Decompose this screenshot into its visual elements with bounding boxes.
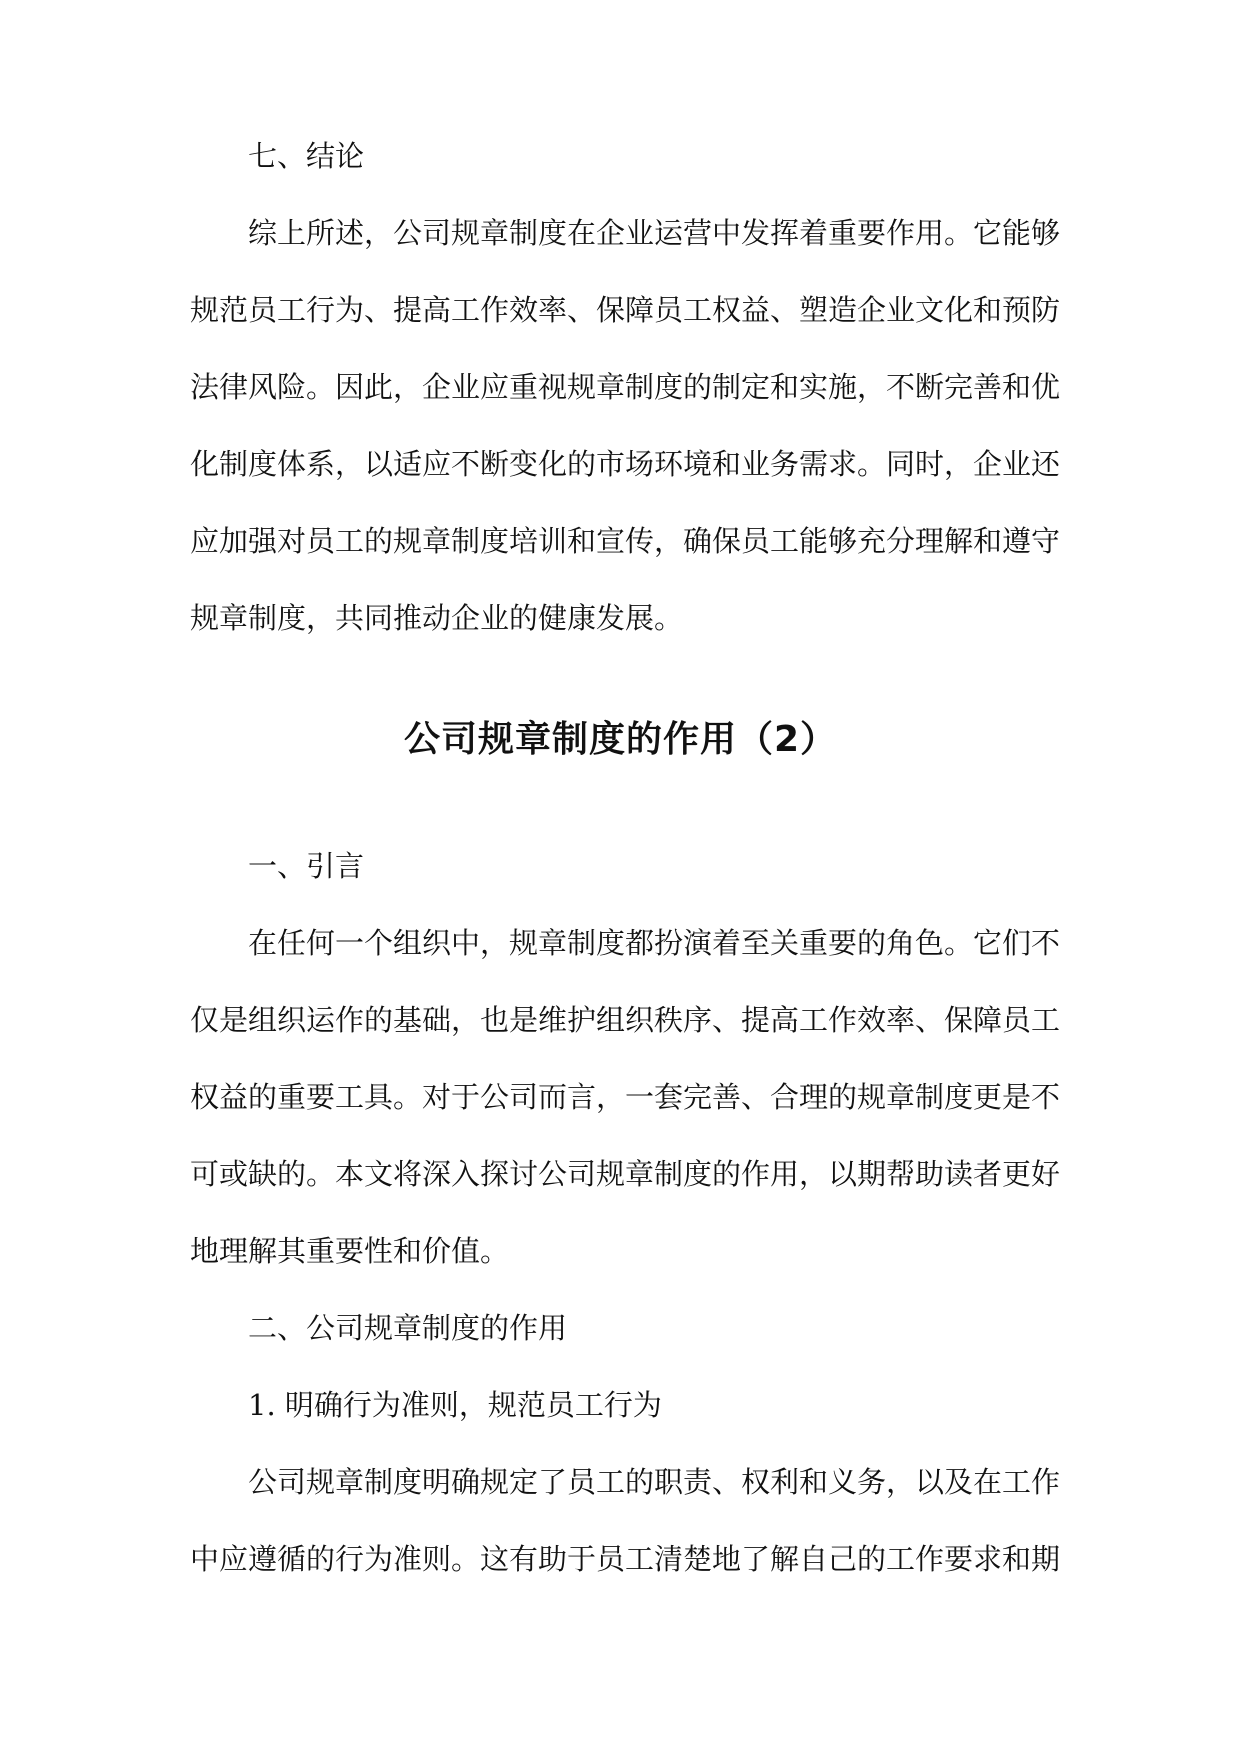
paragraph-line: 仅是组织运作的基础，也是维护组织秩序、提高工作效率、保障员工	[190, 1003, 1061, 1037]
paragraph-line: 规章制度，共同推动企业的健康发展。	[190, 601, 684, 635]
paragraph-line: 权益的重要工具。对于公司而言，一套完善、合理的规章制度更是不	[190, 1080, 1061, 1114]
paragraph-line: 在任何一个组织中，规章制度都扮演着至关重要的角色。它们不	[248, 926, 1061, 960]
document-title: 公司规章制度的作用（2）	[403, 719, 838, 760]
paragraph-line: 综上所述，公司规章制度在企业运营中发挥着重要作用。它能够	[248, 216, 1061, 250]
subsection-heading: 1. 明确行为准则，规范员工行为	[248, 1388, 662, 1422]
paragraph-line: 公司规章制度明确规定了员工的职责、权利和义务，以及在工作	[248, 1465, 1061, 1499]
paragraph-line: 地理解其重要性和价值。	[190, 1234, 510, 1268]
paragraph-line: 中应遵循的行为准则。这有助于员工清楚地了解自己的工作要求和期	[190, 1542, 1061, 1576]
paragraph-line: 化制度体系，以适应不断变化的市场环境和业务需求。同时，企业还	[190, 447, 1061, 481]
paragraph-line: 法律风险。因此，企业应重视规章制度的制定和实施，不断完善和优	[190, 370, 1061, 404]
section-introduction	[190, 848, 1060, 1577]
section-heading-conclusion: 七、结论	[248, 139, 365, 173]
paragraph-line: 可或缺的。本文将深入探讨公司规章制度的作用，以期帮助读者更好	[190, 1157, 1061, 1191]
section-conclusion	[190, 138, 1060, 636]
paragraph-line: 规范员工行为、提高工作效率、保障员工权益、塑造企业文化和预防	[190, 293, 1061, 327]
paragraph-line: 应加强对员工的规章制度培训和宣传，确保员工能够充分理解和遵守	[190, 524, 1061, 558]
section-heading-functions: 二、公司规章制度的作用	[248, 1311, 568, 1345]
section-heading-introduction: 一、引言	[248, 849, 365, 883]
